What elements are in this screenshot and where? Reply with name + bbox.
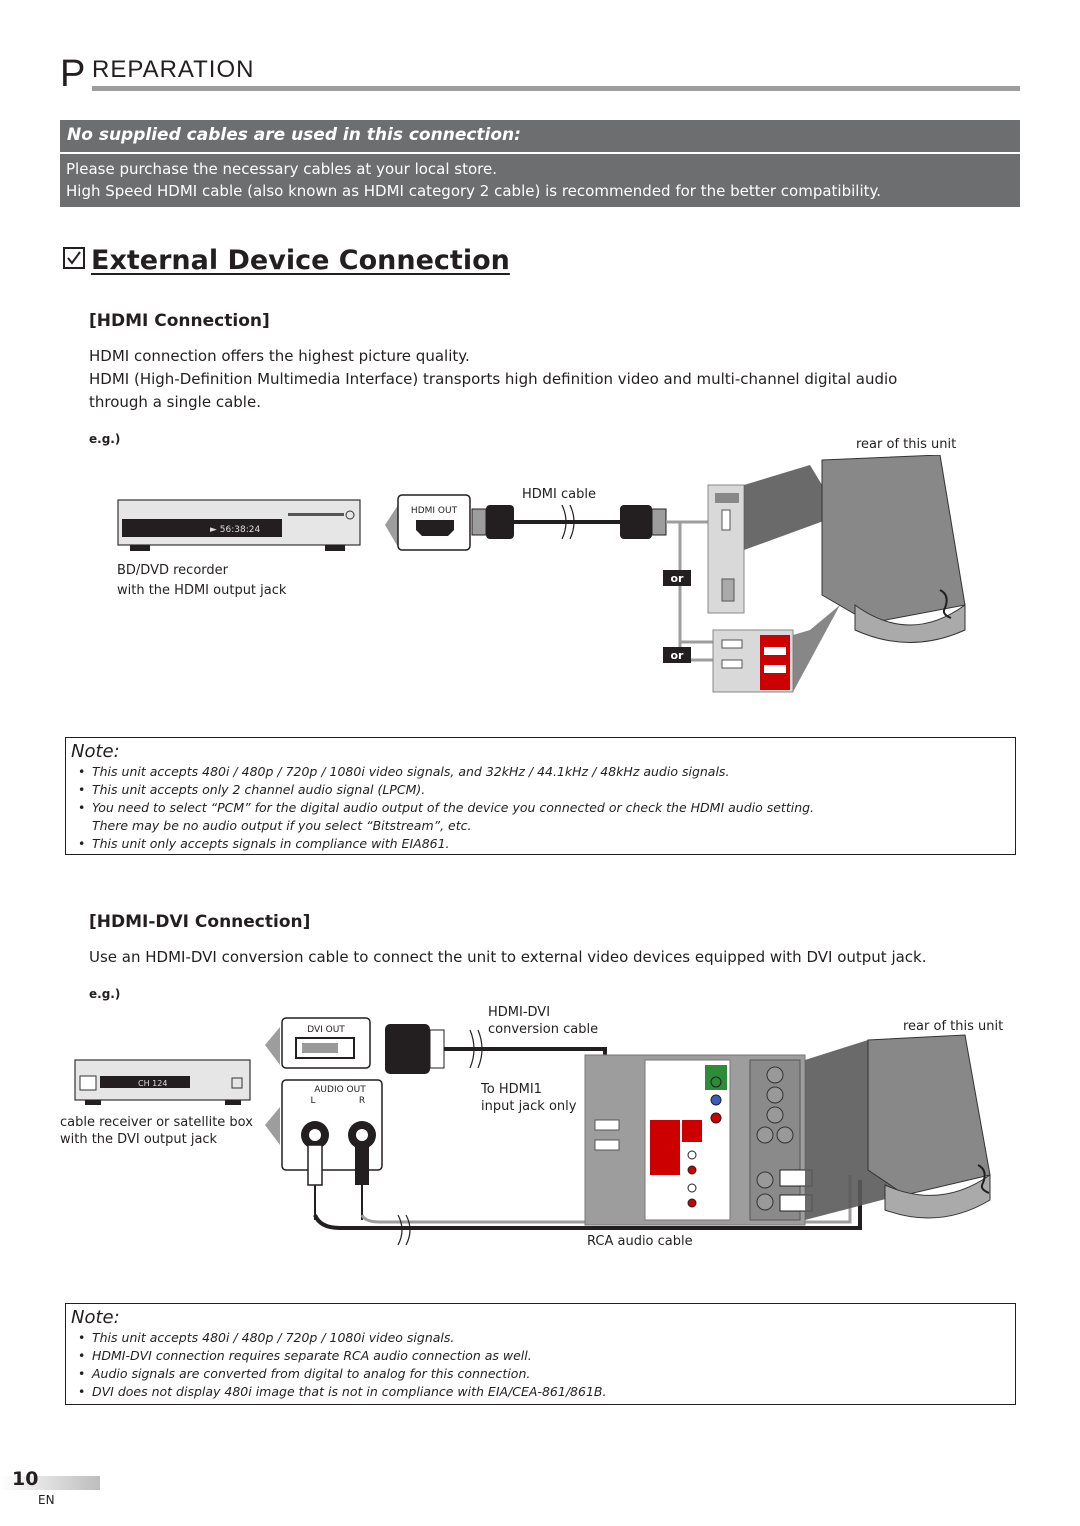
receiver-label-2: with the DVI output jack (60, 1132, 218, 1147)
banner-heading: No supplied cables are used in this connection: (60, 120, 1020, 152)
note-box-1 (65, 737, 1016, 855)
svg-text:DVI OUT: DVI OUT (307, 1025, 345, 1035)
note-2-title: Note: (71, 1307, 120, 1328)
hdmi-cable-label: HDMI cable (522, 487, 596, 502)
svg-text:R: R (358, 1096, 366, 1106)
receiver-label-1: cable receiver or satellite box (60, 1115, 253, 1130)
recorder-display: ► 56:38:24 (210, 525, 261, 535)
svg-text:or: or (670, 649, 684, 662)
language-code: EN (38, 1493, 55, 1507)
banner-body (60, 154, 1020, 207)
svg-text:HDMI OUT: HDMI OUT (410, 506, 458, 516)
input-only-label: input jack only (481, 1099, 577, 1114)
hdmi-eg-label: e.g.) (89, 432, 121, 446)
receiver-display: CH 124 (138, 1079, 168, 1088)
hdmi-dvi-para: Use an HDMI-DVI conversion cable to connect the unit to external video devices equipped with DVI output jack. (89, 948, 927, 966)
recorder-label-1: BD/DVD recorder (117, 563, 228, 578)
cable-receiver-icon (75, 1060, 250, 1105)
hdmi-out-port-icon (398, 495, 470, 550)
dvi-cable-label-2: conversion cable (488, 1022, 599, 1037)
note-2-item: • This unit accepts 480i / 480p / 720p / 1080i video signals. (78, 1330, 455, 1345)
bd-dvd-recorder-icon (118, 500, 360, 551)
note-box-2 (65, 1303, 1016, 1405)
note-2-item: • HDMI-DVI connection requires separate RCA audio connection as well. (78, 1348, 532, 1363)
hdmi-dvi-title: [HDMI-DVI Connection] (89, 912, 311, 932)
hdmi-para-3: through a single cable. (89, 393, 261, 411)
svg-text:L: L (310, 1096, 316, 1106)
banner-line-2: High Speed HDMI cable (also known as HDMI category 2 cable) is recommended for the better compatibility. (66, 182, 881, 200)
svg-text:AUDIO OUT: AUDIO OUT (314, 1085, 366, 1095)
page-number: 10 (12, 1468, 39, 1490)
recorder-label-2: with the HDMI output jack (117, 583, 287, 598)
note-1-item: There may be no audio output if you select “Bitstream”, etc. (92, 818, 472, 833)
to-hdmi1-label: To HDMI1 (481, 1082, 542, 1097)
hdmi-dvi-diagram (60, 1010, 1020, 1250)
dvi-out-port-icon (282, 1018, 370, 1068)
check-box-icon (63, 247, 85, 269)
hdmi-title: [HDMI Connection] (89, 311, 270, 331)
hdmi-dvi-eg-label: e.g.) (89, 987, 121, 1001)
hdmi-para-2: HDMI (High-Definition Multimedia Interface) transports high definition video and multi-channel digital audio (89, 370, 898, 388)
dvi-cable-label-1: HDMI-DVI (488, 1005, 551, 1020)
note-1-item: • You need to select “PCM” for the digital audio output of the device you connected or check the HDMI audio setting. (78, 800, 815, 815)
banner-line-1: Please purchase the necessary cables at your local store. (66, 160, 498, 178)
hdmi-rear-label: rear of this unit (856, 437, 957, 452)
dvi-rear-label: rear of this unit (903, 1019, 1004, 1034)
note-2-item: • DVI does not display 480i image that is not in compliance with EIA/CEA-861/861B. (78, 1384, 607, 1399)
header-title: REPARATION (92, 56, 255, 83)
note-1-title: Note: (71, 741, 120, 762)
hdmi-diagram (110, 455, 970, 705)
svg-text:or: or (670, 572, 684, 585)
or-badge-1 (663, 570, 691, 586)
header-initial: P (60, 53, 86, 95)
note-2-item: • Audio signals are converted from digital to analog for this connection. (78, 1366, 531, 1381)
note-1-item: • This unit accepts 480i / 480p / 720p / 1080i video signals, and 32kHz / 44.1kHz / 48kHz audio signals. (78, 764, 730, 779)
or-badge-2 (663, 647, 691, 663)
note-1-item: • This unit only accepts signals in compliance with EIA861. (78, 836, 450, 851)
section-title: External Device Connection (63, 245, 510, 276)
note-1-item: • This unit accepts only 2 channel audio signal (LPCM). (78, 782, 426, 797)
tv-rear-jack-panel-icon (585, 1035, 990, 1225)
tv-rear-panel-icon (708, 455, 965, 692)
rca-cable-label: RCA audio cable (587, 1234, 693, 1249)
header-rule (92, 86, 1020, 91)
hdmi-para-1: HDMI connection offers the highest picture quality. (89, 347, 470, 365)
